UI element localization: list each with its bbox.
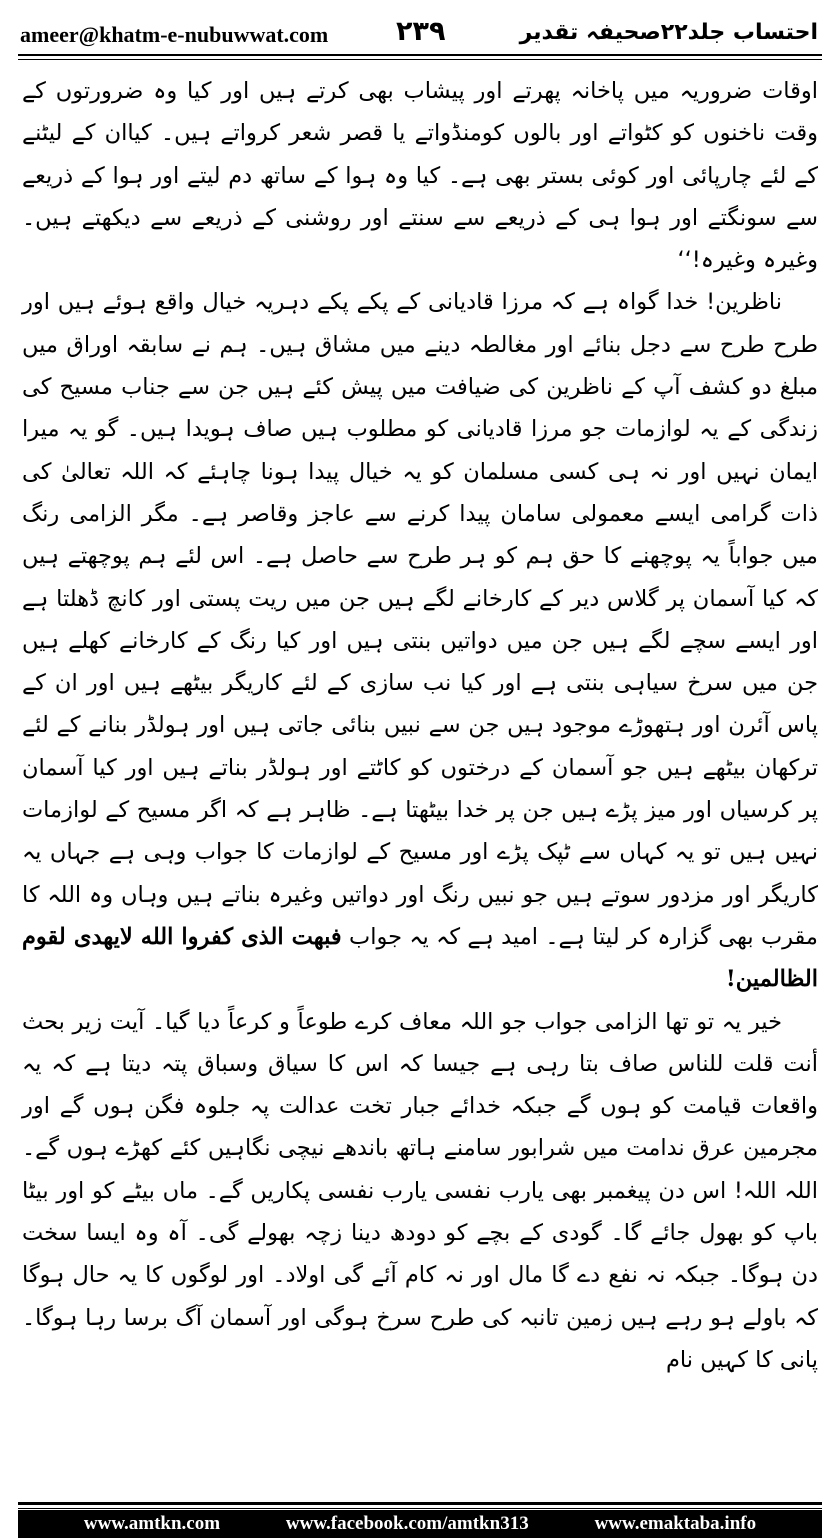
paragraph-2-text: ناظرین! خدا گواہ ہے کہ مرزا قادیانی کے پکے پکے دہریہ خیال واقع ہوئے ہیں اور طرح طرح سے دجل بنائے اور مغالطہ دینے میں مشاق ہیں۔ ہم نے سابقہ اوراق میں مبلغ دو کشف آپ کے ناظرین کی ضیافت میں پیش کئے ہیں جن سے جناب مسیح کی زندگی کے یہ لوازمات جو مرزا قادیانی کو مطلوب ہیں صاف ہویدا ہیں۔ گو یہ میرا ایمان نہیں اور نہ ہی کسی مسلمان کو یہ خیال پیدا ہونا چاہئے کہ اللہ تعالیٰ کی ذات گرامی ایسے معمولی سامان پیدا کرنے سے عاجز وقاصر ہے۔ مگر الزامی رنگ میں جواباً یہ پوچھنے کا حق ہم کو ہر طرح سے حاصل ہے۔ اس لئے ہم پوچھتے ہیں کہ کیا آسمان پر گلاس دیر کے کارخانے لگے ہیں جن میں ریت پستی اور کانچ ڈھلتا ہے اور ایسے سچے لگے ہیں جن میں دواتیں بنتی ہیں اور کیا رنگ کے کارخانے کھلے ہیں جن میں سرخ سیاہی بنتی ہے اور کیا نب سازی کے لئے کاریگر بیٹھے ہیں اور ان کے پاس آئرن اور ہتھوڑے موجود ہیں جن سے نبیں بنائی جاتی ہیں اور ہولڈر بنانے کے لئے ترکھان بیٹھے ہیں جو آسمان کے درختوں کو کاٹتے اور ہولڈر بناتے ہیں اور کیا آسمان پر کرسیاں اور میز پڑے ہیں جن پر خدا بیٹھتا ہے۔ ظاہر ہے کہ اگر مسیح کے لوازمات نہیں ہیں تو یہ کہاں سے ٹپک پڑے اور مسیح کے لوازمات کا جواب وہی ہے جہاں یہ کاریگر اور مزدور سوتے ہیں جو نبیں رنگ اور دواتیں وغیرہ بناتے ہیں وہاں وہ اللہ کا مقرب بھی گزارہ کر لیتا ہے۔ امید ہے کہ یہ جواب [22, 289, 818, 950]
page-footer [18, 1510, 822, 1538]
header-email: ameer@khatm-e-nubuwwat.com [20, 22, 329, 47]
footer-divider-thin [18, 1508, 822, 1509]
header-divider [18, 54, 822, 56]
footer-link-facebook[interactable]: www.facebook.com/amtkn313 [285, 1513, 529, 1534]
page-header [18, 14, 822, 54]
paragraph-3: خیر یہ تو تھا الزامی جواب جو اللہ معاف کرے طوعاً و کرعاً دیا گیا۔ آیت زیر بحث أنت قلت للناس صاف بتا رہی ہے جیسا کہ اس کا سیاق وسباق پتہ دیتا ہے کہ یہ واقعات قیامت کو ہوں گے جبکہ خدائے جبار تخت عدالت پہ جلوہ فگن ہوں گے اور مجرمین عرق ندامت میں شرابور سامنے ہاتھ باندھے نیچی نگاہیں کئے کھڑے ہوں گے۔ اللہ اللہ! اس دن پیغمبر بھی یارب نفسی یارب نفسی پکاریں گے۔ ماں بیٹے کو اور بیٹا باپ کو بھول جائے گا۔ گودی کے بچے کو دودھ دینا زچہ بھولے گی۔ آہ وہ ایسا سخت دن ہوگا۔ جبکہ نہ نفع دے گا مال اور نہ کام آئے گی اولاد۔ اور لوگوں کا یہ حال ہوگا کہ باولے ہو رہے ہیں زمین تانبہ کی طرح سرخ ہوگی اور آسمان آگ برسا رہا ہوگا۔ پانی کا کہیں نام [22, 1008, 818, 1373]
paragraph-2 [22, 281, 818, 1000]
footer-link-emaktaba[interactable]: www.emaktaba.info [594, 1513, 757, 1534]
page-body [22, 70, 818, 1381]
paragraph-1: اوقات ضروریہ میں پاخانہ پھرتے اور پیشاب بھی کرتے ہیں اور کیا وہ ضرورتوں کے وقت ناخنوں کو کٹواتے اور بالوں کومنڈواتے یا قصر شعر کرواتے ہیں۔ کیاان کے لیٹنے کے لئے چارپائی اور کوئی بستر بھی ہے۔ کیا وہ ہوا کے ساتھ دم لیتے اور ہوا کے ذریعے سے سونگتے اور ہوا ہی کے ذریعے سے سنتے اور روشنی کے ذریعے سے دیکھتے ہیں۔ وغیرہ وغیرہ!‘‘ [22, 78, 818, 274]
footer-link-amtkn[interactable]: www.amtkn.com [83, 1513, 221, 1534]
footer-divider [18, 1502, 822, 1505]
header-divider-thin [18, 59, 822, 60]
arabic-verse: فبهت الذی كفروا الله لايهدى لقوم الظالمين! [22, 923, 818, 993]
book-title: احتساب جلد۲۲صحیفہ تقدیر [519, 20, 818, 45]
page-number: ۲۳۹ [396, 16, 446, 47]
